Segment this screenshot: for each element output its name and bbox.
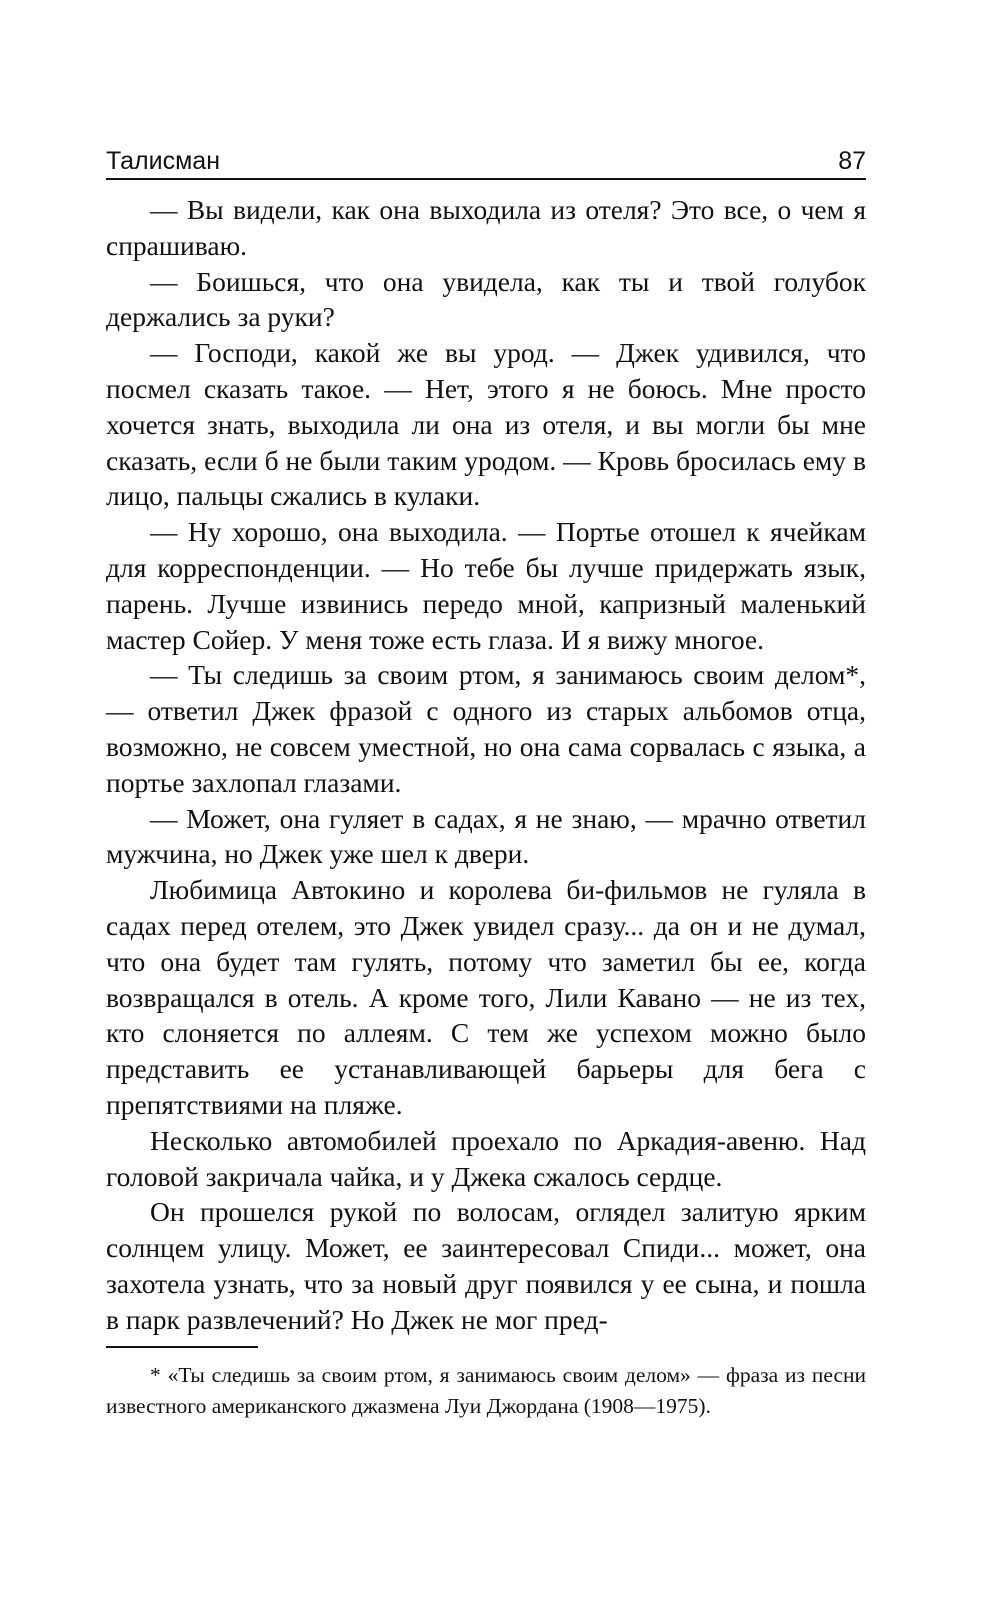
paragraph: Несколько автомобилей проехало по Аркадия-авеню. Над головой закричала чайка, и у Джека сжалось сердце. — [106, 1124, 866, 1192]
paragraph: — Ну хорошо, она выходила. — Портье отошел к ячейкам для корреспонденции. — Но тебе бы лучше придержать язык, парень. Лучше извинись передо мной, капризный маленький мастер Сойер. У меня тоже есть глаза. И я вижу многое. — [106, 516, 866, 655]
paragraph: Любимица Автокино и королева би-фильмов не гуляла в садах перед отелем, это Джек увидел сразу... да он и не думал, что она будет там гулять, потому что заметил бы ее, когда возвращался в отель. А кроме того, Лили Кавано — не из тех, кто слоняется по аллеям. С тем же успехом можно было представить ее устанавливающей барьеры для бега с препятствиями на пляже. — [106, 874, 866, 1120]
footnote-divider — [106, 1346, 258, 1348]
paragraph: — Может, она гуляет в садах, я не знаю, — мрачно ответил мужчина, но Джек уже шел к двери. — [106, 802, 866, 870]
paragraph: — Боишься, что она увидела, как ты и твой голубок держались за руки? — [106, 265, 866, 333]
paragraph: — Вы видели, как она выходила из отеля? Это все, о чем я спрашиваю. — [106, 194, 866, 261]
book-title: Талисман — [106, 147, 221, 175]
footnote: * «Ты следишь за своим ртом, я занимаюсь своим делом» — фраза из песни известного американского джазмена Луи Джордана (1908—1975). — [106, 1362, 866, 1418]
paragraph: — Господи, какой же вы урод. — Джек удивился, что посмел сказать такое. — Нет, этого я не боюсь. Мне просто хочется знать, выходила ли она из отеля, и вы могли бы мне сказать, если б не были таким уродом. — Кровь бросилась ему в лицо, пальцы сжались в кулаки. — [106, 337, 866, 512]
book-page — [106, 146, 866, 1422]
main-text — [106, 192, 866, 1338]
running-header — [106, 146, 866, 180]
paragraph: — Ты следишь за своим ртом, я занимаюсь своим делом*, — ответил Джек фразой с одного из старых альбомов отца, возможно, не совсем уместной, но она сама сорвалась с языка, а портье захлопал глазами. — [106, 659, 866, 798]
paragraph: Он прошелся рукой по волосам, оглядел залитую ярким солнцем улицу. Может, ее заинтересовал Спиди... может, она захотела узнать, что за новый друг появился у ее сына, и пошла в парк развлечений? Но Джек не мог пред- — [106, 1196, 866, 1335]
page-number: 87 — [838, 147, 866, 175]
